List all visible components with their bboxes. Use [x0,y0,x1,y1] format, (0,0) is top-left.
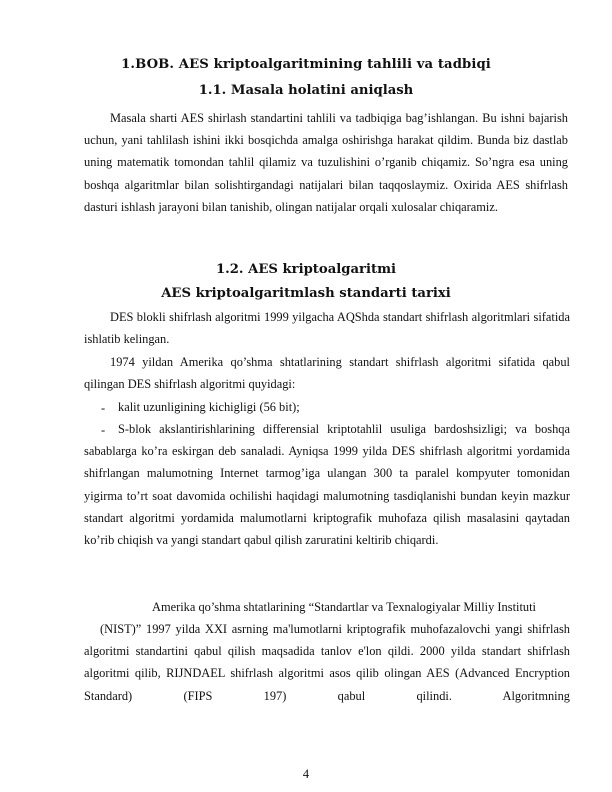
paragraph-nist-first-line: Amerika qo’shma shtatlarining “Standartlar va Texnalogiyalar Milliy Instituti [152,600,536,614]
section-2-subtitle: AES kriptoalgaritmlash standarti tarixi [161,286,451,301]
page-number: 4 [302,767,310,781]
chapter-title: 1.BOB. AES kriptoalgaritmining tahlili va tadbiqi [121,57,491,72]
list-dash: - [101,401,106,415]
paragraph-des: DES blokli shifrlash algoritmi 1999 yilgacha AQShda standart shifrlash algoritmlari sifatida ishlatib kelingan. [84,310,570,347]
section-1-title: 1.1. Masala holatini aniqlash [198,83,414,98]
paragraph-nist: (NIST)” 1997 yilda XXI asrning ma'lumotlarni kriptografik muhofazalovchi yangi shifrlash algoritmi standartini qabul qilish maqsadida tanlov e'lon qildi. 2000 yilda standart shifrlash algoritmi qilib, RIJNDAEL shifrlash algoritmi asos qilib olingan AES (Advanced Encryption Standard) (FIPS 197) qabul qilindi. Algoritmning [84,622,570,703]
paragraph-1974: 1974 yildan Amerika qo’shma shtatlarining standart shifrlash algoritmi sifatida qabul qilingan DES shifrlash algoritmi quyidagi: [84,355,570,392]
list-item-key-length: kalit uzunligining kichigligi (56 bit); [118,400,300,414]
section-2-title: 1.2. AES kriptoalgaritmi [215,262,397,277]
section-1-paragraph: Masala sharti AES shirlash standartini tahlili va tadbiqiga bag’ishlangan. Bu ishni bajarish uchun, yani tahlilash ishini ikki bosqichda amalga oshirishga harakat qildim. Bunda biz dastlab uning matematik tomondan tahlil qilamiz va tuzulishini o’rganib chiqamiz. So’ngra esa uning boshqa algaritmlar bilan solishtirgandagi natijalari bilan taqqoslaymiz. Oxirida AES shifrlash dasturi ishlash jarayoni bilan tanishib, olingan natijalar orqali xulosalar chiqaramiz. [84,111,568,214]
list-dash: - [101,423,106,437]
list-item-sblock: S-blok akslantirishlarining differensial kriptotahlil usuliga bardoshsizligi; va boshqa sabablarga ko’ra eskirgan deb sanaladi. Ayniqsa 1999 yilda DES shifrlash algoritmi yordamida shifrlangan malumotning Internet tarmog’iga ulangan 300 ta paralel kompyuter tomonidan yigirma to’rt soat davomida ochilishi haqidagi malumotning tasdiqlanishi bundan keyin mazkur standart algoritmi yordamida malumotlarni kriptografik muhofaza qilish masalasini qaytadan ko’rib chiqish va yangi standart qabul qilish zaruratini keltirib chiqardi. [84,422,570,548]
